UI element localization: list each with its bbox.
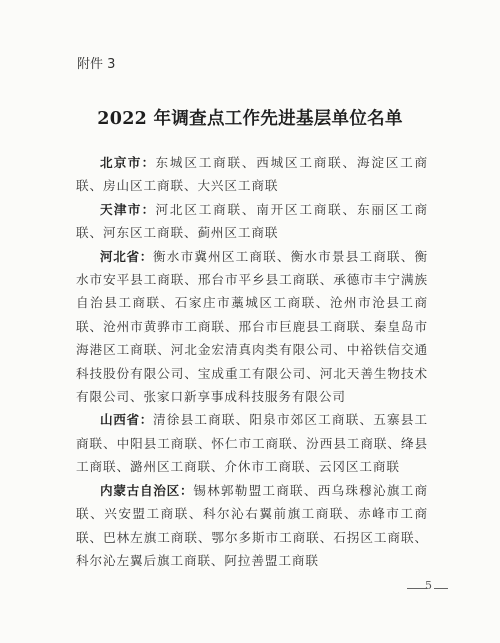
region-units: 锡林郭勒盟工商联、西乌珠穆沁旗工商联、兴安盟工商联、科尔沁右翼前旗工商联、赤峰市工商联、巴林左旗工商联、鄂尔多斯市工商联、石拐区工商联、科尔沁左翼后旗工商联、阿拉善盟工商联 xyxy=(76,482,428,568)
region-paragraph-shanxi xyxy=(76,408,428,478)
region-units: 河北区工商联、南开区工商联、东丽区工商联、河东区工商联、蓟州区工商联 xyxy=(76,201,428,241)
attachment-label: 附件 3 xyxy=(77,57,116,72)
page-number-dash-right xyxy=(434,588,448,589)
region-name: 内蒙古自治区： xyxy=(100,482,194,498)
region-paragraph-inner-mongolia xyxy=(76,479,428,573)
region-paragraph-beijing xyxy=(76,151,428,198)
region-name: 天津市： xyxy=(100,201,156,217)
region-paragraph-hebei xyxy=(76,245,428,409)
region-units: 衡水市冀州区工商联、衡水市景县工商联、衡水市安平县工商联、邢台市平乡县工商联、承德市丰宁满族自治县工商联、石家庄市藁城区工商联、沧州市沧县工商联、沧州市黄骅市工商联、邢台市巨鹿县工商联、秦皇岛市海港区工商联、河北金宏清真肉类有限公司、中裕铁信交通科技股份有限公司、宝成重工有限公司、河北天善生物技术有限公司、张家口新享事成科技服务有限公司 xyxy=(76,248,428,405)
region-name: 北京市： xyxy=(100,155,156,170)
region-name: 山西省： xyxy=(100,412,154,428)
page-number-dash-left xyxy=(407,588,427,589)
region-units: 东城区工商联、西城区工商联、海淀区工商联、房山区工商联、大兴区工商联 xyxy=(76,155,428,194)
document-title: 2022 年调查点工作先进基层单位名单 xyxy=(97,109,403,129)
region-name: 河北省： xyxy=(100,248,154,264)
page-number: 5 xyxy=(425,579,432,592)
region-units: 清徐县工商联、阳泉市郊区工商联、五寨县工商联、中阳县工商联、怀仁市工商联、汾西县工商联、绛县工商联、潞州区工商联、介休市工商联、云冈区工商联 xyxy=(76,412,428,475)
region-paragraph-tianjin xyxy=(76,198,428,245)
document-body xyxy=(76,151,428,572)
